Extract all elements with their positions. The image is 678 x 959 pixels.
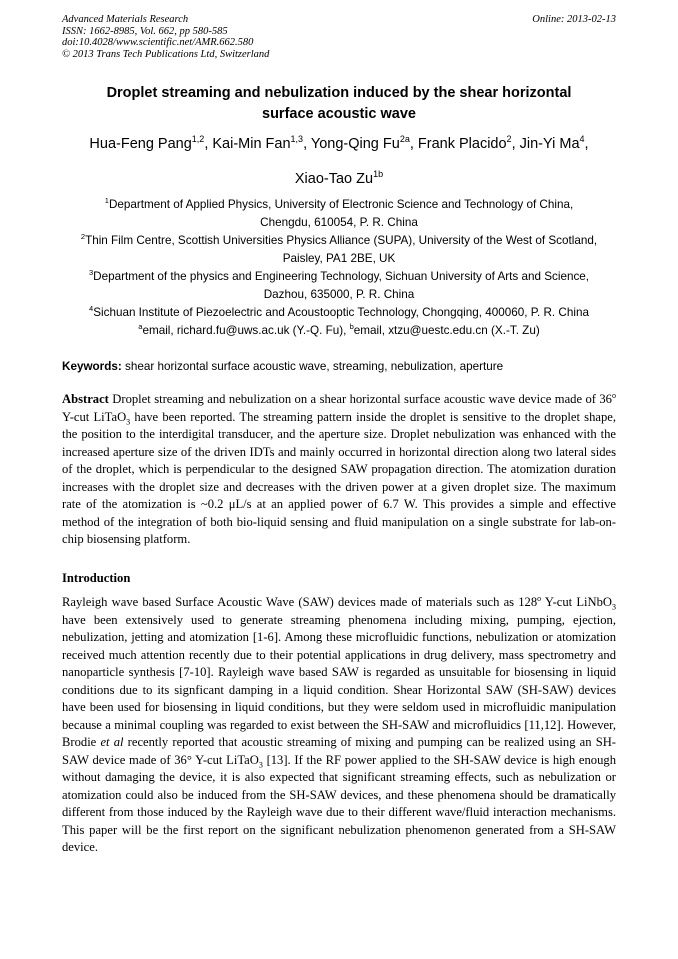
author-sup: 1,3 [290,134,304,145]
affiliation-3-cont: Dazhou, 635000, P. R. China [263,288,415,301]
author-sup: 2a [399,134,410,145]
keywords-label: Keywords: [62,360,122,373]
affil-sup: 2 [80,232,86,242]
affiliation-1-cont: Chengdu, 610054, P. R. China [260,216,418,229]
author-name: Frank Placido [417,136,507,152]
author-name: Kai-Min Fan [212,136,291,152]
email-line [58,322,620,340]
copyright-line: © 2013 Trans Tech Publications Ltd, Switzerland [62,48,270,60]
affil-sup: 3 [88,268,94,278]
authors-line-1: Hua-Feng Pang$^{1,2}$, Kai-Min Fan$^{1,3}$, Yong-Qing $Fu^{2a}$, Frank Placido$^2$, Jin-Yi Ma$^4$, [89,134,589,152]
author-sup: 2 [506,134,512,145]
keywords-text: shear horizontal surface acoustic wave, streaming, nebulization, aperture [125,360,504,373]
abstract-text: have been reported. The streaming pattern inside the droplet is sensitive to the droplet shape, the position to the interdigital transducer, and the aperture size. Droplet nebulization was enhanced with the increased aperture size of the driven IDTs and mainly occurred in horizontal direction along two lateral sides of the droplet, which is perpendicular to the designed SAW propagation direction. The atomization duration increases with the droplet size and decreases with the driven power at a given droplet size. The maximum rate of the atomization is ~0.2 μL/s at an applied power of 6.7 W. This provides a simple and effective method of the integration of both bio-liquid sensing and fluid manipulation on a single substrate for lab-on-chip biosensing platform. [62,409,616,546]
affiliation-2 [58,232,620,250]
abstract-label: Abstract [62,392,109,406]
email-b[interactable]: email, xtzu@uestc.edu.cn (X.-T. Zu) [353,324,540,337]
author-name: Jin-Yi Ma [519,136,580,152]
subscript: 3 [126,417,131,427]
intro-text: [13]. If the RF power applied to the SH-SAW device is high enough without damaging the device, it is also expected that significant streaming effects, such as nebulization or atomization could also be induced from the SH-SAW devices, and these phenomena should be dramatically different from those induced by the Rayleigh wave due to their different wave/fluid interaction mechanisms. This paper will be the first report on the significant nebulization phenomenon generated from a SH-SAW device. [62,752,616,854]
issn-line: ISSN: 1662-8985, Vol. 662, pp 580-585 [62,25,228,37]
introduction-body [62,594,616,857]
intro-text: Y-cut LiNbO [544,595,613,609]
abstract-text: Y-cut LiTaO [62,409,127,424]
authors-line-2 [62,162,616,197]
title-line-1: Droplet streaming and nebulization induced by the shear horizontal [106,85,572,101]
author-name: Xiao-Tao Zu [294,171,374,187]
abstract-text: Droplet streaming and nebulization on a shear horizontal surface acoustic wave device made of 36 [112,392,612,406]
affiliations [58,196,620,340]
journal-name: Advanced Materials Research [62,14,189,25]
abstract [62,391,616,549]
intro-text: recently reported that acoustic streaming of mixing and pumping can be realized using an SH-SAW device made of 36° Y-cut LiTaO [62,735,617,767]
affiliation-2-cont: Paisley, PA1 2BE, UK [282,252,396,265]
online-date: Online: 2013-02-13 [532,14,616,25]
author-sup: 4 [579,134,585,145]
author-name: Hua-Feng Pang [89,136,192,152]
author-sup: 1b [373,169,384,180]
affil-text: Department of Applied Physics, University of Electronic Science and Technology of China, [108,198,574,211]
author-sup: 1,2 [191,134,205,145]
affil-sup: 4 [89,304,94,314]
affil-text: Thin Film Centre, Scottish Universities Physics Alliance (SUPA), University of the West of Scotland, [85,234,598,247]
keywords [62,359,616,375]
doi-line[interactable]: doi:10.4028/www.scientific.net/AMR.662.580 [62,37,254,48]
subscript: 3 [612,602,617,612]
affil-sup: 1 [104,196,109,206]
paper-title [62,83,616,125]
title-line-2: surface acoustic wave [262,106,416,122]
subscript: 3 [258,760,263,770]
email-sup: b [349,322,354,332]
affiliation-3 [58,268,620,286]
email-sup: a [138,322,143,332]
email-a[interactable]: email, richard.fu@uws.ac.uk (Y.-Q. Fu), [142,324,347,337]
intro-text: Rayleigh wave based Surface Acoustic Wave (SAW) devices made of materials such as 128 [62,595,538,609]
affiliation-1 [58,196,620,214]
intro-text: have been extensively used to generate streaming phenomena including mixing, pumping, ejection, nebulization, jetting and atomization [1-6]. Among these microfluidic functions, nebulization or atomization received much attention recently due to their potential applications in drug delivery, mass spectrometry and nanoparticle synthesis [7-10]. Rayleigh wave based SAW is regarded as unsuitable for biosensing in liquid conditions due to its signficant damping in a liquid condition. Shear Horizontal SAW (SH-SAW) devices have been used for biosensing in liquid conditions, but they were seldom used in microfluidic manipulation because a minimal coupling was regarded to exist between the SH-SAW and microfluidics [11,12]. However, Brodie [62,612,616,749]
degree-mark: o [611,390,616,400]
author-name: Yong-Qing Fu [310,136,400,152]
degree-mark: o [537,593,542,603]
affiliation-4 [58,304,620,322]
section-heading-introduction: Introduction [62,571,131,585]
journal-header [62,14,616,60]
et-al: et al [100,735,124,749]
affil-text: Department of the physics and Engineering Technology, Sichuan University of Arts and Science, [93,270,590,283]
author-list [62,127,616,197]
affil-text: Sichuan Institute of Piezoelectric and Acoustooptic Technology, Chongqing, 400060, P. R. China [93,306,589,319]
